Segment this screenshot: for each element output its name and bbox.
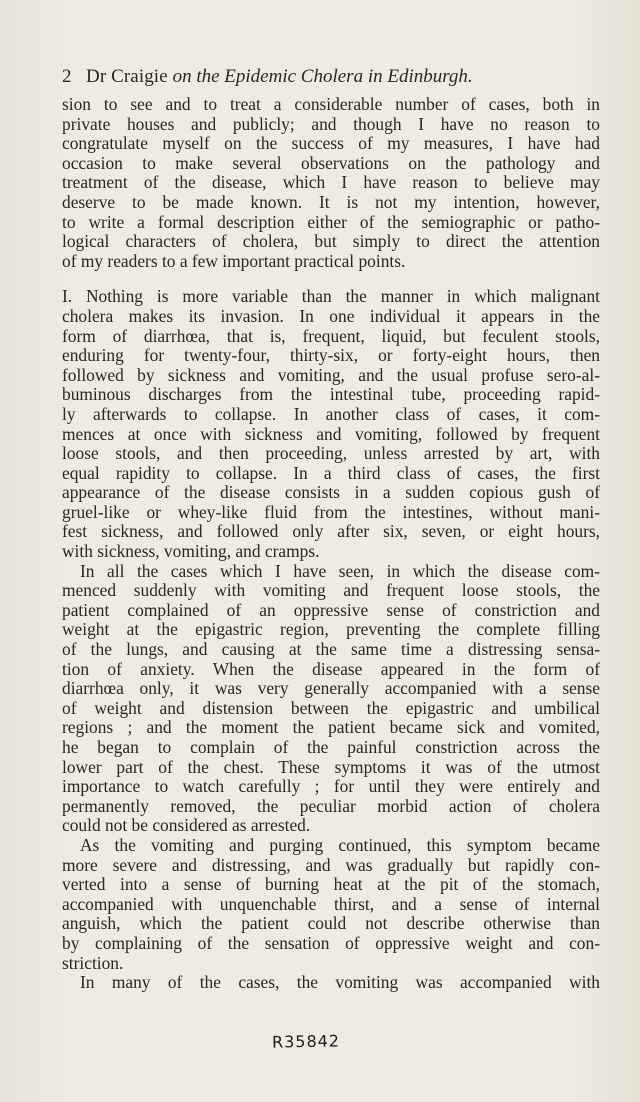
text-line: more severe and distressing, and was gradually but rapidly con- bbox=[62, 854, 600, 875]
paragraph-4 bbox=[62, 836, 600, 973]
text-line: enduring for twenty-four, thirty-six, or forty-eight hours, then bbox=[62, 345, 600, 366]
text-line: loose stools, and then proceeding, unless arrested by art, with bbox=[62, 443, 600, 464]
text-line: lower part of the chest. These symptoms it was of the utmost bbox=[62, 756, 600, 777]
library-stamp: R35842 bbox=[271, 1031, 341, 1052]
text-line: In many of the cases, the vomiting was accompanied with bbox=[80, 972, 600, 993]
header-title: on the Epidemic Cholera in Edinburgh. bbox=[172, 66, 473, 87]
text-line: diarrhœa only, it was very generally accompanied with a sense bbox=[62, 678, 600, 699]
text-line: verted into a sense of burning heat at the pit of the stomach, bbox=[62, 874, 600, 895]
text-line: striction. bbox=[62, 952, 124, 973]
text-line: anguish, which the patient could not describe otherwise than bbox=[62, 913, 600, 934]
text-line: mences at once with sickness and vomiting, followed by frequent bbox=[62, 423, 600, 444]
text-line: congratulate myself on the success of my measures, I have had bbox=[62, 133, 600, 154]
text-line: In all the cases which I have seen, in which the disease com- bbox=[80, 560, 600, 581]
header-author: Dr Craigie bbox=[86, 66, 173, 87]
paragraph-1 bbox=[62, 95, 600, 271]
body-text bbox=[62, 95, 600, 993]
text-line: fest sickness, and followed only after six, seven, or eight hours, bbox=[62, 521, 600, 542]
section-gap bbox=[62, 271, 600, 287]
paragraph-3 bbox=[62, 562, 600, 836]
text-line: weight at the epigastric region, preventing the complete filling bbox=[62, 619, 600, 640]
text-line: of weight and distension between the epigastric and umbilical bbox=[62, 697, 600, 718]
text-line: occasion to make several observations on the pathology and bbox=[62, 152, 600, 173]
text-line: tion of anxiety. When the disease appeared in the form of bbox=[62, 658, 600, 679]
page-number: 2 bbox=[62, 66, 72, 87]
text-line: patient complained of an oppressive sense of constriction and bbox=[62, 599, 600, 620]
text-line: by complaining of the sensation of oppressive weight and con- bbox=[62, 932, 600, 953]
text-line: private houses and publicly; and though I have no reason to bbox=[62, 113, 600, 134]
text-line: logical characters of cholera, but simply to direct the attention bbox=[62, 231, 600, 252]
text-line: followed by sickness and vomiting, and the usual profuse sero-al- bbox=[62, 364, 600, 385]
text-line: ly afterwards to collapse. In another class of cases, it com- bbox=[62, 403, 600, 424]
text-line: I. Nothing is more variable than the manner in which malignant bbox=[62, 286, 600, 307]
text-line: could not be considered as arrested. bbox=[62, 815, 311, 836]
paragraph-5 bbox=[62, 973, 600, 993]
text-line: deserve to be made known. It is not my intention, however, bbox=[62, 191, 600, 212]
text-line: form of diarrhœa, that is, frequent, liquid, but feculent stools, bbox=[62, 325, 600, 346]
text-line: As the vomiting and purging continued, this symptom became bbox=[80, 834, 600, 855]
text-line: of the lungs, and causing at the same time a distressing sensa- bbox=[62, 639, 600, 660]
text-line: gruel-like or whey-like fluid from the intestines, without mani- bbox=[62, 501, 600, 522]
text-line: with sickness, vomiting, and cramps. bbox=[62, 541, 320, 562]
text-line: buminous discharges from the intestinal tube, proceeding rapid- bbox=[62, 384, 600, 405]
text-line: cholera makes its invasion. In one individual it appears in the bbox=[62, 305, 600, 326]
text-line: equal rapidity to collapse. In a third class of cases, the first bbox=[62, 462, 600, 483]
paragraph-2 bbox=[62, 287, 600, 561]
text-line: sion to see and to treat a considerable number of cases, both in bbox=[62, 94, 600, 114]
text-line: treatment of the disease, which I have reason to believe may bbox=[62, 172, 600, 193]
text-line: appearance of the disease consists in a sudden copious gush of bbox=[62, 482, 600, 503]
text-line: he began to complain of the painful constriction across the bbox=[62, 737, 600, 757]
text-line: accompanied with unquenchable thirst, and a sense of internal bbox=[62, 893, 600, 914]
text-line: of my readers to a few important practical points. bbox=[62, 250, 406, 271]
text-line: importance to watch carefully ; for until they were entirely and bbox=[62, 776, 600, 797]
text-line: to write a formal description either of the semiographic or patho- bbox=[62, 211, 600, 232]
text-line: regions ; and the moment the patient became sick and vomited, bbox=[62, 717, 600, 738]
running-header bbox=[62, 66, 602, 88]
text-line: menced suddenly with vomiting and frequent loose stools, the bbox=[62, 580, 600, 601]
text-line: permanently removed, the peculiar morbid action of cholera bbox=[62, 795, 600, 816]
